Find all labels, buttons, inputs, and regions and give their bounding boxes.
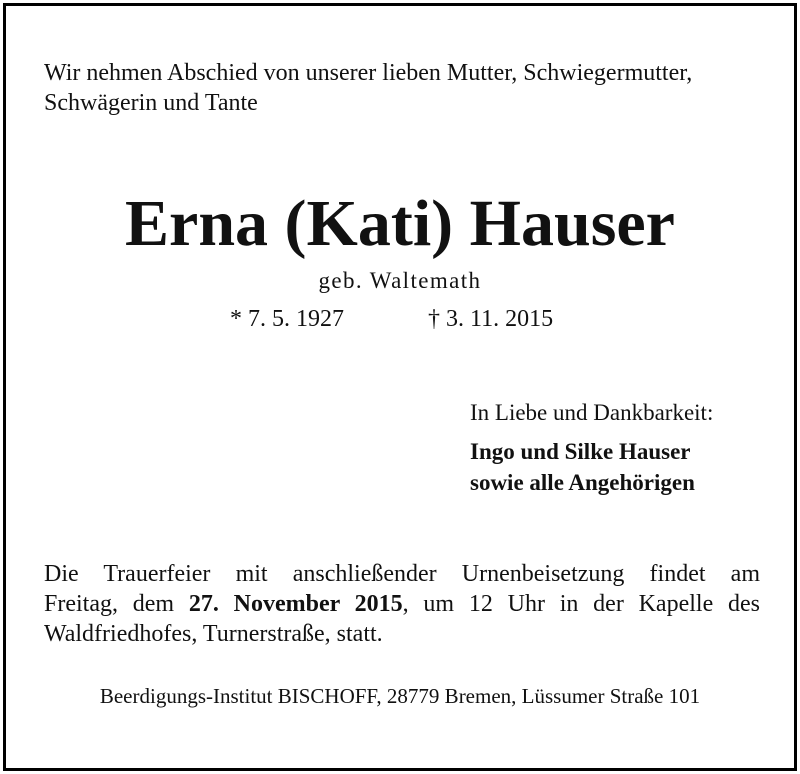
maiden-name: geb. Waltemath (318, 268, 482, 293)
mourners-intro: In Liebe und Dankbarkeit: (470, 400, 714, 425)
notice-border (3, 3, 797, 771)
intro-line-1: Wir nehmen Abschied von unserer lieben Mutter, Schwiegermutter, (44, 60, 693, 86)
ceremony-info (44, 559, 760, 649)
ceremony-line-2 (44, 589, 760, 619)
ceremony-line-3: Waldfriedhofes, Turnerstraße, statt. (44, 621, 383, 647)
ceremony-line-2-end: , um 12 Uhr in der Kapelle des (402, 591, 760, 617)
death-date: † 3. 11. 2015 (428, 306, 554, 332)
intro-text (44, 58, 764, 118)
intro-line-2: Schwägerin und Tante (44, 90, 258, 116)
mourners-line-1: Ingo und Silke Hauser (470, 439, 691, 464)
ceremony-line-2-start: Freitag, dem (44, 591, 189, 617)
undertaker-info: Beerdigungs-Institut BISCHOFF, 28779 Bremen, Lüssumer Straße 101 (99, 684, 701, 708)
ceremony-date: 27. November 2015 (188, 591, 403, 617)
birth-date: * 7. 5. 1927 (230, 306, 344, 332)
mourners-line-2: sowie alle Angehörigen (470, 470, 695, 495)
mourners-names (470, 436, 695, 498)
ceremony-line-1: Die Trauerfeier mit anschließender Urnenbeisetzung findet am (44, 561, 760, 587)
deceased-name: Erna (Kati) Hauser (125, 187, 675, 260)
